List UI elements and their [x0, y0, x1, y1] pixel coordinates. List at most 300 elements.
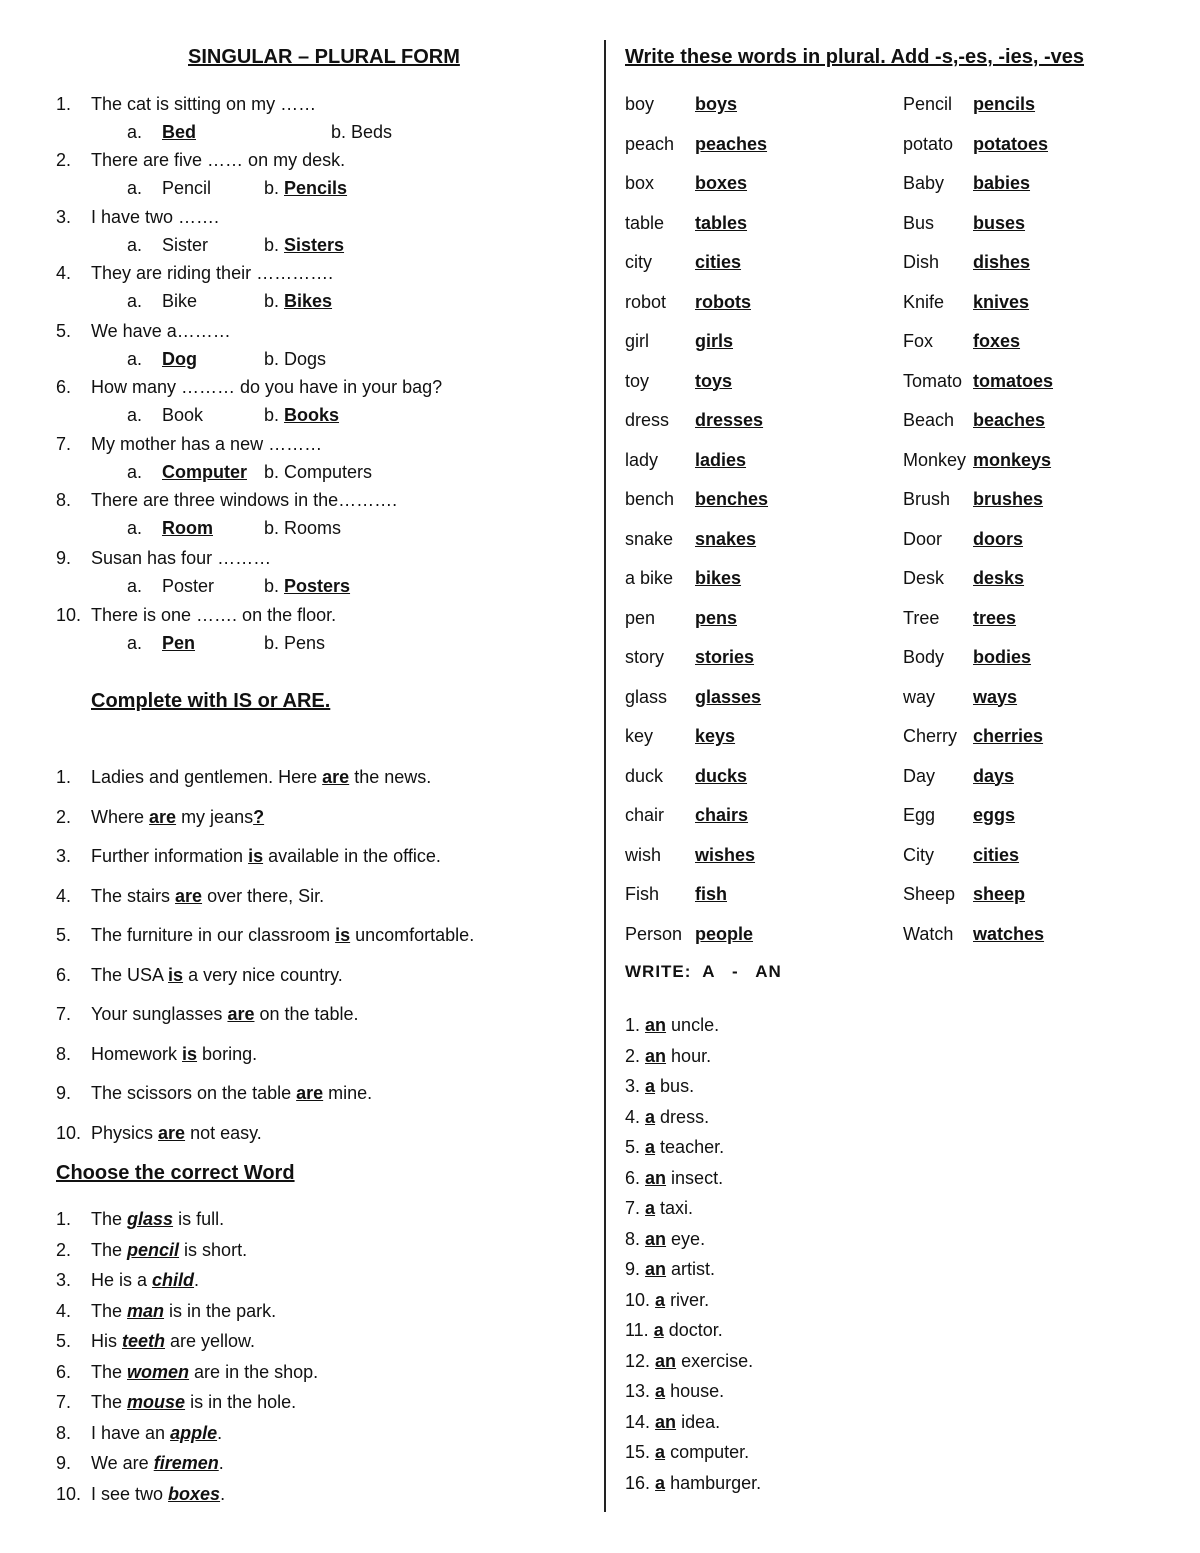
- sentence: [91, 924, 474, 946]
- sentence-before: Homework: [91, 1043, 183, 1064]
- answer: a: [655, 1442, 666, 1462]
- answer: man: [127, 1300, 165, 1321]
- option-b-label: b.: [264, 178, 280, 198]
- question-text: We have a………: [91, 321, 231, 341]
- sentence: [91, 766, 431, 788]
- option-b-label: b.: [331, 122, 347, 142]
- word: wish: [625, 844, 662, 865]
- answer: is: [335, 925, 351, 945]
- word: Monkey: [903, 449, 967, 470]
- plural-answer: ladies: [695, 449, 747, 470]
- plural-answer: foxes: [973, 331, 1021, 351]
- word: Cherry: [903, 726, 958, 746]
- plural-answer: dishes: [973, 252, 1031, 272]
- word: Day: [903, 765, 936, 786]
- option-b: Pens: [284, 633, 326, 653]
- sentence-before: Ladies and gentlemen. Here: [91, 767, 323, 787]
- sentence-after: the news.: [349, 767, 432, 787]
- option-b: Books: [284, 405, 340, 425]
- word: box: [625, 173, 655, 193]
- answer: a: [645, 1198, 656, 1218]
- word: duck: [625, 765, 664, 786]
- word: Fox: [903, 331, 934, 351]
- a-an-title: WRITE: A - AN: [625, 962, 782, 981]
- word: Beach: [903, 410, 955, 430]
- sentence-after: doctor.: [663, 1320, 723, 1340]
- option-b-label: b.: [264, 405, 280, 425]
- option-b-label: b.: [264, 462, 280, 482]
- plural-answer: ways: [973, 686, 1018, 707]
- sentence: [625, 1106, 709, 1128]
- item-number: 8.: [56, 1422, 72, 1443]
- sentence-after: eye.: [666, 1228, 706, 1249]
- plural-answer: sheep: [973, 884, 1026, 904]
- answer: a: [655, 1472, 666, 1493]
- sentence: [625, 1014, 719, 1036]
- plural-answer: monkeys: [973, 449, 1052, 470]
- option-b-label: b.: [264, 349, 280, 369]
- sentence-before: The: [91, 1361, 128, 1382]
- item-number: 10.: [56, 1122, 82, 1143]
- sentence-before: The scissors on the table: [91, 1083, 297, 1103]
- item-number: 4.: [56, 885, 72, 906]
- item-number: 10.: [56, 1483, 82, 1504]
- plural-answer: tables: [695, 212, 748, 233]
- option-b: Sisters: [284, 235, 345, 255]
- sentence-after: are in the shop.: [189, 1361, 319, 1382]
- word: way: [903, 686, 936, 707]
- sentence-after: is in the park.: [164, 1300, 277, 1321]
- sentence: [91, 1043, 257, 1065]
- plural-answer: toys: [695, 370, 733, 391]
- answer: women: [127, 1361, 190, 1382]
- word: table: [625, 212, 665, 233]
- sentence-before: He is a: [91, 1270, 153, 1290]
- sentence-before: The furniture in our classroom: [91, 925, 336, 945]
- sentence: [625, 1380, 724, 1402]
- item-number: 1.: [625, 1015, 641, 1035]
- sentence: [625, 1350, 753, 1372]
- sentence-after: .: [218, 1453, 224, 1473]
- word: snake: [625, 528, 674, 549]
- answer: an: [645, 1167, 667, 1188]
- option-a-label: a.: [127, 349, 143, 369]
- answer: are: [227, 1004, 255, 1024]
- plural-answer: bodies: [973, 647, 1032, 667]
- plural-answer: knives: [973, 291, 1030, 312]
- sentence-after: mine.: [323, 1083, 373, 1103]
- question-text: They are riding their ………….: [91, 263, 334, 283]
- item-number: 8.: [625, 1228, 641, 1249]
- option-b: Pencils: [284, 178, 348, 198]
- word: Egg: [903, 805, 936, 825]
- answer: a: [655, 1381, 666, 1401]
- plural-answer: babies: [973, 173, 1031, 193]
- word: Desk: [903, 568, 945, 588]
- sentence-after: taxi.: [655, 1198, 694, 1218]
- word: Fish: [625, 884, 660, 904]
- item-number: 5.: [625, 1137, 641, 1157]
- item-number: 1.: [56, 1209, 72, 1229]
- word: Body: [903, 647, 945, 667]
- sentence-after: .: [194, 1270, 200, 1290]
- option-b-label: b.: [264, 633, 280, 653]
- sentence-after: insect.: [666, 1167, 724, 1188]
- sentence-after: not easy.: [185, 1122, 262, 1143]
- answer: is: [248, 846, 264, 866]
- sentence: [625, 1441, 749, 1463]
- sentence-after: my jeans: [176, 806, 254, 827]
- word: dress: [625, 410, 670, 430]
- answer: a: [645, 1076, 656, 1096]
- option-a: Poster: [162, 576, 215, 596]
- option-a: Computer: [162, 462, 247, 482]
- word: Tree: [903, 607, 940, 628]
- sentence: [91, 1452, 224, 1474]
- option-a: Room: [162, 518, 213, 538]
- plural-answer: doors: [973, 528, 1024, 549]
- sentence: [91, 1330, 255, 1352]
- question-text: How many ……… do you have in your bag?: [91, 377, 443, 397]
- answer: a: [645, 1137, 656, 1157]
- question-number: 6.: [56, 377, 72, 397]
- sentence: [625, 1411, 720, 1433]
- answer: a: [645, 1106, 656, 1127]
- question-text: There is one ……. on the floor.: [91, 605, 337, 625]
- sentence: [625, 1075, 694, 1097]
- plural-answer: bikes: [695, 568, 742, 588]
- answer: firemen: [153, 1453, 219, 1473]
- sentence-after: exercise.: [676, 1350, 754, 1371]
- item-number: 5.: [56, 925, 72, 945]
- option-b: Posters: [284, 576, 351, 596]
- sentence-before: The: [91, 1300, 128, 1321]
- plural-answer: buses: [973, 212, 1026, 233]
- question-number: 8.: [56, 490, 72, 510]
- sentence-after: uncle.: [666, 1015, 720, 1035]
- item-number: 6.: [56, 1361, 72, 1382]
- item-number: 10.: [625, 1289, 651, 1310]
- sentence-before: His: [91, 1331, 122, 1351]
- plural-answer: potatoes: [973, 133, 1049, 154]
- is-are-title: Complete with IS or ARE.: [91, 690, 331, 712]
- plural-answer: girls: [695, 331, 734, 351]
- answer: are: [322, 767, 350, 787]
- item-number: 12.: [625, 1350, 651, 1371]
- word: Pencil: [903, 94, 953, 114]
- answer: an: [645, 1259, 667, 1279]
- sentence: [91, 885, 324, 907]
- answer: are: [296, 1083, 324, 1103]
- answer: teeth: [122, 1331, 166, 1351]
- singular-plural-title: SINGULAR – PLURAL FORM: [188, 46, 460, 68]
- plural-answer: ducks: [695, 765, 748, 786]
- answer: an: [655, 1411, 677, 1432]
- sentence: [91, 1391, 296, 1413]
- plural-answer: days: [973, 765, 1015, 786]
- sentence: [91, 1361, 318, 1383]
- sentence-after: artist.: [666, 1259, 716, 1279]
- answer: glass: [127, 1209, 174, 1229]
- word: glass: [625, 686, 668, 707]
- sentence-before: Where: [91, 806, 150, 827]
- word: robot: [625, 291, 667, 312]
- option-b: Dogs: [284, 349, 327, 369]
- item-number: 2.: [56, 806, 72, 827]
- word: city: [625, 252, 652, 272]
- sentence-after: on the table.: [254, 1004, 359, 1024]
- item-number: 8.: [56, 1043, 72, 1064]
- option-a-label: a.: [127, 462, 143, 482]
- option-a-label: a.: [127, 291, 143, 311]
- item-number: 4.: [56, 1300, 72, 1321]
- answer: pencil: [127, 1239, 180, 1260]
- word: key: [625, 726, 654, 746]
- plural-answer: stories: [695, 647, 755, 667]
- plural-answer: cherries: [973, 726, 1044, 746]
- word: chair: [625, 805, 665, 825]
- sentence: [625, 1319, 723, 1341]
- sentence-after: idea.: [676, 1411, 721, 1432]
- option-a: Book: [162, 405, 204, 425]
- item-number: 16.: [625, 1472, 651, 1493]
- option-a-label: a.: [127, 405, 143, 425]
- option-b-label: b.: [264, 235, 280, 255]
- sentence: [91, 1208, 224, 1230]
- sentence: [91, 1422, 222, 1444]
- item-number: 4.: [625, 1106, 641, 1127]
- word: Baby: [903, 173, 945, 193]
- item-number: 6.: [625, 1167, 641, 1188]
- answer: are: [149, 806, 177, 827]
- question-text: There are five …… on my desk.: [91, 150, 346, 170]
- word: girl: [625, 331, 650, 351]
- answer: an: [645, 1228, 667, 1249]
- sentence: [625, 1289, 709, 1311]
- sentence: [91, 1483, 225, 1505]
- item-number: 7.: [56, 1004, 72, 1024]
- plural-answer: tomatoes: [973, 370, 1054, 391]
- answer: are: [175, 885, 203, 906]
- question-text: There are three windows in the……….: [91, 490, 398, 510]
- plural-answer: chairs: [695, 805, 749, 825]
- sentence-after: over there, Sir.: [202, 885, 325, 906]
- sentence-before: Your sunglasses: [91, 1004, 228, 1024]
- sentence-before: The: [91, 1209, 128, 1229]
- option-b: Bikes: [284, 291, 333, 311]
- question-number: 9.: [56, 548, 72, 568]
- plural-answer: watches: [973, 923, 1045, 944]
- plural-answer: snakes: [695, 528, 757, 549]
- plural-answer: fish: [695, 884, 728, 904]
- item-number: 3.: [56, 846, 72, 866]
- plural-answer: peaches: [695, 133, 768, 154]
- option-a-label: a.: [127, 122, 143, 142]
- plural-answer: brushes: [973, 489, 1044, 509]
- plural-answer: eggs: [973, 805, 1016, 825]
- item-number: 2.: [625, 1045, 641, 1066]
- sentence-after: .: [220, 1483, 226, 1504]
- sentence-after: hamburger.: [665, 1472, 762, 1493]
- plural-answer: boys: [695, 94, 738, 114]
- plural-answer: boxes: [695, 173, 748, 193]
- item-number: 13.: [625, 1381, 651, 1401]
- sentence: [91, 1082, 372, 1104]
- answer: a: [655, 1289, 666, 1310]
- sentence-before: The: [91, 1239, 128, 1260]
- option-b: Computers: [284, 462, 373, 482]
- question-number: 10.: [56, 605, 82, 625]
- word: Sheep: [903, 884, 956, 904]
- option-a-label: a.: [127, 235, 143, 255]
- plural-answer: beaches: [973, 410, 1046, 430]
- sentence-after: a very nice country.: [183, 964, 343, 985]
- option-a: Pen: [162, 633, 196, 653]
- item-number: 7.: [56, 1392, 72, 1412]
- item-number: 1.: [56, 767, 72, 787]
- option-b: Beds: [351, 122, 393, 142]
- word: potato: [903, 133, 954, 154]
- option-a: Dog: [162, 349, 197, 369]
- sentence: [625, 1228, 705, 1250]
- sentence: [625, 1167, 723, 1189]
- word: Knife: [903, 291, 945, 312]
- sentence-after: available in the office.: [263, 846, 441, 866]
- sentence-after: boring.: [197, 1043, 258, 1064]
- item-number: 3.: [56, 1270, 72, 1290]
- item-number: 9.: [56, 1083, 72, 1103]
- word: story: [625, 647, 665, 667]
- answer: is: [182, 1043, 198, 1064]
- sentence: [625, 1136, 724, 1158]
- word: Person: [625, 923, 683, 944]
- answer: boxes: [168, 1483, 221, 1504]
- question-number: 3.: [56, 207, 72, 227]
- plural-answer: dresses: [695, 410, 764, 430]
- sentence: [91, 1122, 262, 1144]
- item-number: 11.: [625, 1320, 649, 1340]
- sentence-after: dress.: [655, 1106, 710, 1127]
- question-text: The cat is sitting on my ……: [91, 94, 317, 114]
- question-number: 2.: [56, 150, 72, 170]
- word: pen: [625, 607, 656, 628]
- item-number: 14.: [625, 1411, 651, 1432]
- sentence: [91, 1269, 199, 1291]
- question-number: 7.: [56, 434, 72, 454]
- plural-answer: wishes: [695, 844, 756, 865]
- sentence-after: is in the hole.: [185, 1392, 297, 1412]
- sentence-after: .: [217, 1422, 223, 1443]
- column-divider: [604, 40, 606, 1512]
- plural-answer: glasses: [695, 686, 762, 707]
- answer: apple: [170, 1422, 218, 1443]
- plural-answer: trees: [973, 607, 1017, 628]
- plural-answer: pens: [695, 607, 738, 628]
- question-number: 1.: [56, 94, 72, 114]
- question-text: I have two …….: [91, 207, 220, 227]
- sentence-after: uncomfortable.: [350, 925, 475, 945]
- question-number: 4.: [56, 263, 72, 283]
- plural-answer: benches: [695, 489, 769, 509]
- word: Watch: [903, 923, 954, 944]
- word: boy: [625, 94, 655, 114]
- question-number: 5.: [56, 321, 72, 341]
- sentence: [625, 1197, 693, 1219]
- item-number: 6.: [56, 964, 72, 985]
- sentence-after: teacher.: [655, 1137, 725, 1157]
- word: Bus: [903, 212, 935, 233]
- sentence: [91, 964, 343, 986]
- option-a: Bike: [162, 291, 198, 311]
- plural-answer: pencils: [973, 94, 1036, 114]
- choose-word-title: Choose the correct Word: [56, 1162, 295, 1184]
- sentence: [91, 845, 441, 867]
- answer: a: [653, 1320, 664, 1340]
- sentence-before: Physics: [91, 1122, 159, 1143]
- item-number: 7.: [625, 1198, 641, 1218]
- word: Door: [903, 528, 943, 549]
- sentence: [625, 1045, 711, 1067]
- sentence-after: are yellow.: [165, 1331, 256, 1351]
- item-number: 15.: [625, 1442, 651, 1462]
- answer: an: [645, 1015, 667, 1035]
- item-number: 5.: [56, 1331, 72, 1351]
- sentence-after-mark: ?: [253, 806, 265, 827]
- sentence-after: house.: [665, 1381, 725, 1401]
- sentence-before: I have an: [91, 1422, 171, 1443]
- sentence-after: computer.: [665, 1442, 750, 1462]
- answer: an: [655, 1350, 677, 1371]
- answer: are: [158, 1122, 186, 1143]
- option-a-label: a.: [127, 178, 143, 198]
- option-b-label: b.: [264, 291, 280, 311]
- sentence-before: The stairs: [91, 885, 176, 906]
- option-b-label: b.: [264, 518, 280, 538]
- word: lady: [625, 449, 659, 470]
- sentence-before: The USA: [91, 964, 169, 985]
- answer: an: [645, 1045, 667, 1066]
- option-a-label: a.: [127, 633, 143, 653]
- question-text: My mother has a new ………: [91, 434, 323, 454]
- word: toy: [625, 370, 650, 391]
- sentence: [625, 1258, 715, 1280]
- answer: child: [152, 1270, 195, 1290]
- sentence: [625, 1472, 761, 1494]
- word: bench: [625, 489, 675, 509]
- option-a-label: a.: [127, 518, 143, 538]
- option-a: Sister: [162, 235, 209, 255]
- sentence: [91, 1239, 247, 1261]
- option-b-label: b.: [264, 576, 280, 596]
- word: Dish: [903, 252, 940, 272]
- sentence: [91, 1300, 276, 1322]
- option-a: Pencil: [162, 178, 212, 198]
- sentence-before: We are: [91, 1453, 154, 1473]
- plural-answer: desks: [973, 568, 1025, 588]
- plural-words-title: Write these words in plural. Add -s,-es, -ies, -ves: [625, 46, 1085, 68]
- option-a: Bed: [162, 122, 197, 142]
- sentence-before: The: [91, 1392, 128, 1412]
- item-number: 2.: [56, 1239, 72, 1260]
- item-number: 9.: [625, 1259, 641, 1279]
- question-text: Susan has four ………: [91, 548, 272, 568]
- item-number: 9.: [56, 1453, 72, 1473]
- plural-answer: keys: [695, 726, 736, 746]
- word: a bike: [625, 568, 674, 588]
- item-number: 3.: [625, 1076, 641, 1096]
- sentence-after: river.: [665, 1289, 710, 1310]
- word: Brush: [903, 489, 951, 509]
